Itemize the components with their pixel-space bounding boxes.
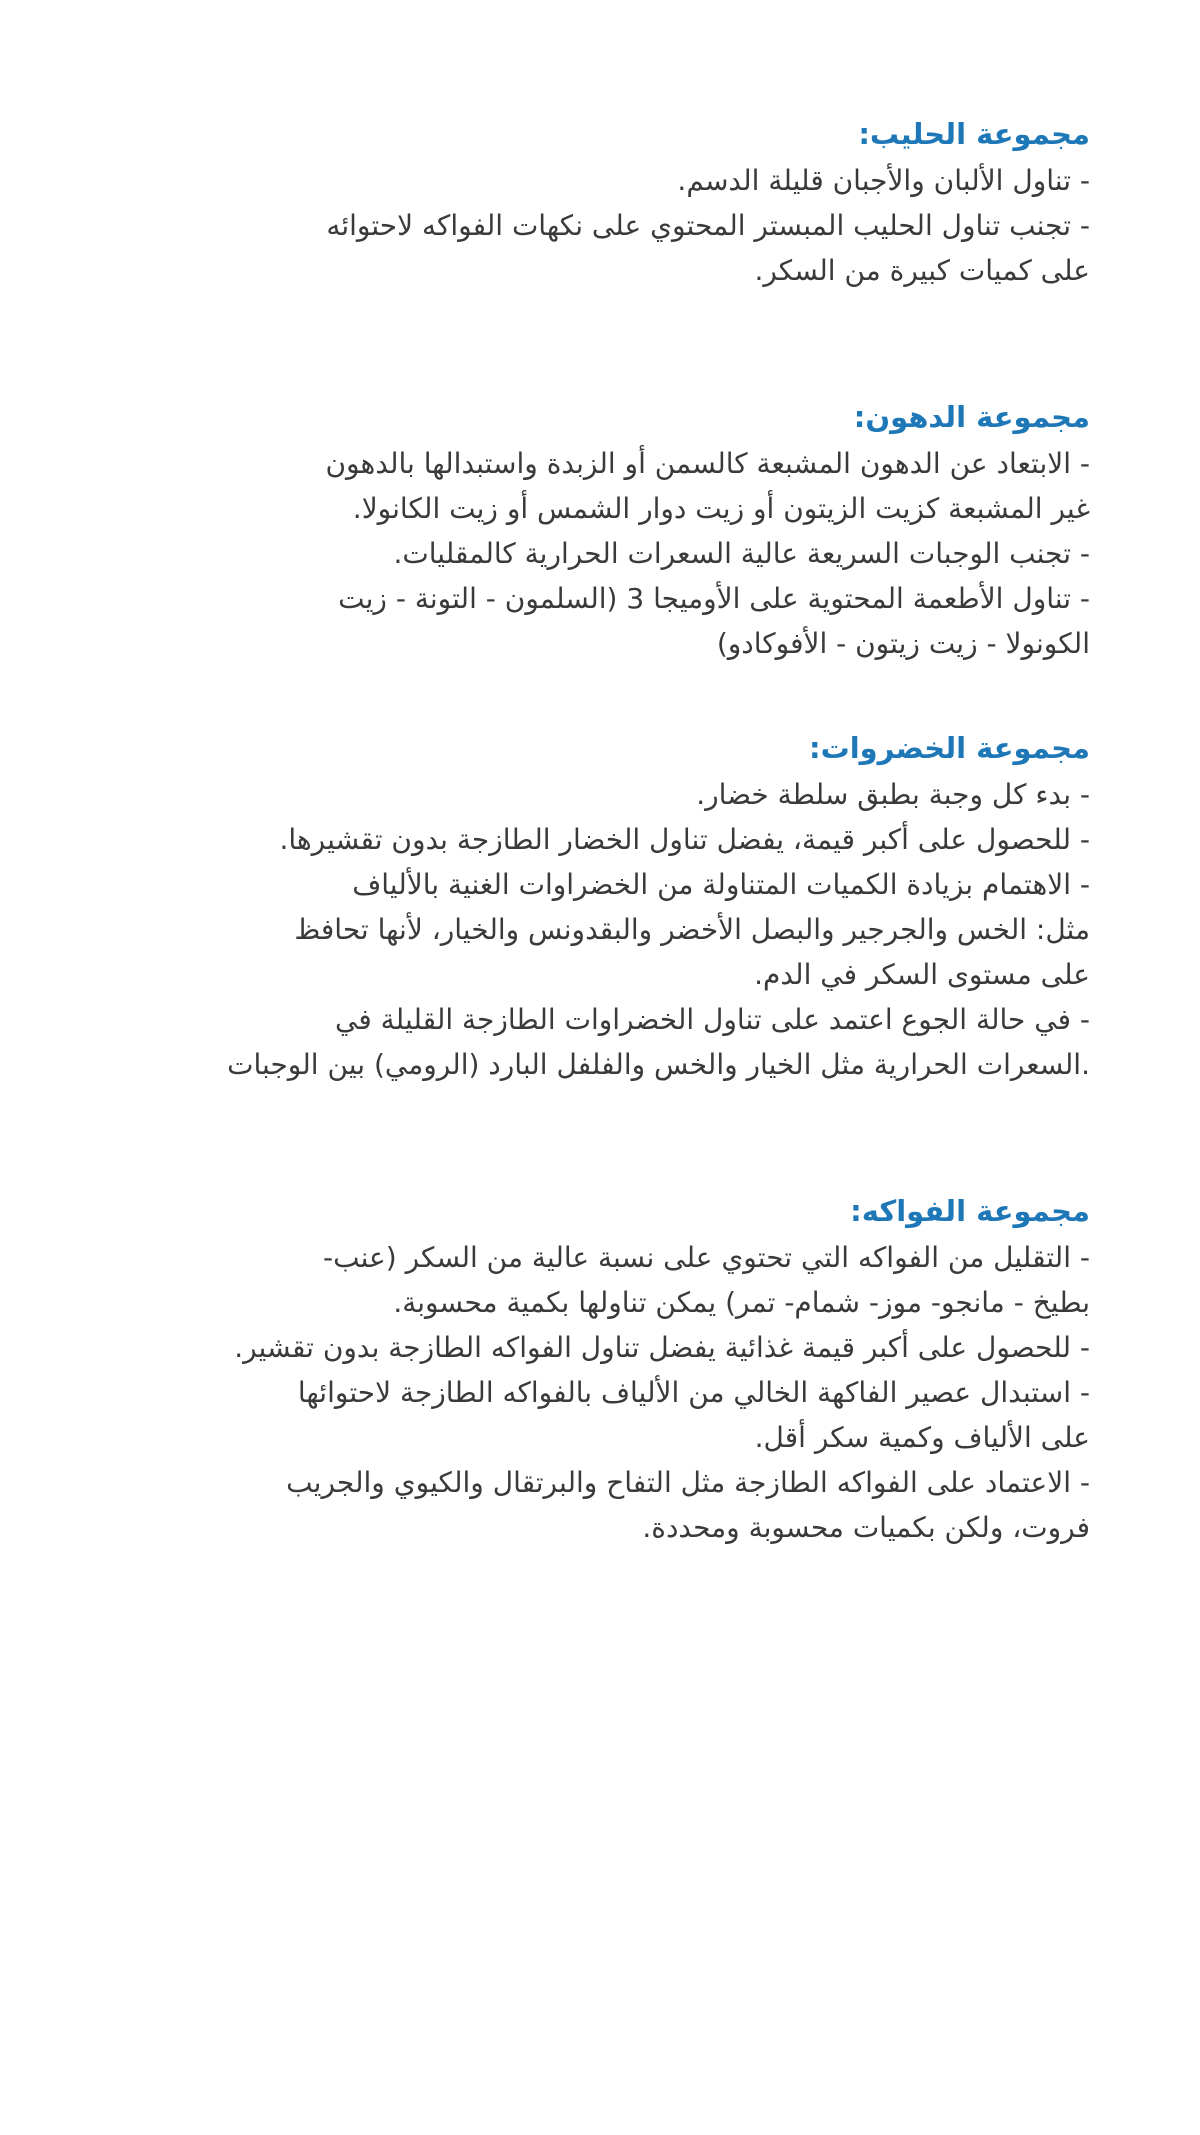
text-line: - تناول الأطعمة المحتوية على الأوميجا 3 (السلمون - التونة - زيت [338,582,1090,615]
section-title-fats: مجموعة الدهون: [853,400,1090,434]
section-title-fruits: مجموعة الفواكه: [850,1194,1090,1228]
section-fats [100,393,1090,666]
document-content [100,110,1090,1550]
text-line: - للحصول على أكبر قيمة، يفضل تناول الخضار الطازجة بدون تقشيرها. [279,823,1090,856]
text-line: - تجنب الوجبات السريعة عالية السعرات الحرارية كالمقليات. [393,537,1090,570]
text-line: - الاعتماد على الفواكه الطازجة مثل التفاح والبرتقال والكيوي والجريب [286,1466,1090,1499]
text-line: - في حالة الجوع اعتمد على تناول الخضراوات الطازجة القليلة في [335,1003,1090,1036]
section-lines-milk [100,158,1090,293]
text-line: - الاهتمام بزيادة الكميات المتناولة من الخضراوات الغنية بالألياف [352,868,1090,901]
section-title-milk: مجموعة الحليب: [858,117,1090,151]
section-lines-fruits [100,1235,1090,1550]
section-milk [100,110,1090,293]
text-line: - استبدال عصير الفاكهة الخالي من الألياف بالفواكه الطازجة لاحتوائها [297,1376,1090,1409]
text-line: الكونولا - زيت زيتون - الأفوكادو) [716,627,1090,660]
section-spacer [100,666,1090,724]
section-vegetables [100,724,1090,1087]
text-line: - تجنب تناول الحليب المبستر المحتوي على نكهات الفواكه لاحتوائه [326,209,1090,242]
section-lines-fats [100,441,1090,666]
text-line: .السعرات الحرارية مثل الخيار والخس والفلفل البارد (الرومي) بين الوجبات [227,1048,1090,1081]
section-spacer [100,293,1090,393]
section-lines-vegetables [100,772,1090,1087]
text-line: - الابتعاد عن الدهون المشبعة كالسمن أو الزبدة واستبدالها بالدهون [325,447,1090,480]
section-title-vegetables: مجموعة الخضروات: [808,731,1090,765]
text-line: - التقليل من الفواكه التي تحتوي على نسبة عالية من السكر (عنب- [323,1241,1090,1274]
section-spacer [100,1087,1090,1187]
text-line: على كميات كبيرة من السكر. [754,254,1090,287]
text-line: - تناول الألبان والأجبان قليلة الدسم. [677,164,1090,197]
text-line: على مستوى السكر في الدم. [754,958,1090,991]
text-line: فروت، ولكن بكميات محسوبة ومحددة. [642,1511,1090,1544]
text-line: - للحصول على أكبر قيمة غذائية يفضل تناول الفواكه الطازجة بدون تقشير. [234,1331,1090,1364]
text-line: على الألياف وكمية سكر أقل. [754,1421,1090,1454]
text-line: مثل: الخس والجرجير والبصل الأخضر والبقدونس والخيار، لأنها تحافظ [294,913,1090,946]
text-line: بطيخ - مانجو- موز- شمام- تمر) يمكن تناولها بكمية محسوبة. [393,1286,1090,1319]
section-fruits [100,1187,1090,1550]
text-line: غير المشبعة كزيت الزيتون أو زيت دوار الشمس أو زيت الكانولا. [352,492,1090,525]
text-line: - بدء كل وجبة بطبق سلطة خضار. [696,778,1090,811]
